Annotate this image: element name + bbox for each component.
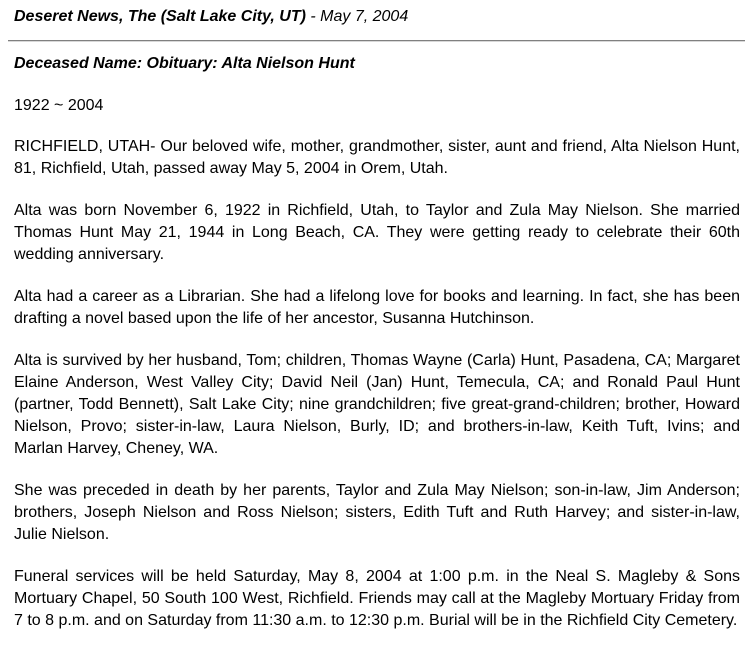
publication-name: Deseret News, The (Salt Lake City, UT) — [14, 8, 306, 25]
paragraph-birth-marriage: Alta was born November 6, 1922 in Richfield, Utah, to Taylor and Zula May Nielson. She married Thomas Hunt May 21, 1944 in Long Beach, CA. They were getting ready to celebrate their 60th wedding anniversary. — [14, 202, 740, 263]
life-span-years: 1922 ~ 2004 — [14, 97, 104, 114]
paragraph-funeral-services: Funeral services will be held Saturday, May 8, 2004 at 1:00 p.m. in the Neal S. Magleby & Sons Mortuary Chapel, 50 South 100 West, Richfield. Friends may call at the Magleby Mortuary Friday from 7 to 8 p.m. and on Saturday from 11:30 a.m. to 12:30 p.m. Burial will be in the Richfield City Cemetery. — [14, 568, 740, 629]
horizontal-divider — [8, 40, 745, 42]
paragraph-announcement: RICHFIELD, UTAH- Our beloved wife, mother, grandmother, sister, aunt and friend, Alta Nielson Hunt, 81, Richfield, Utah, passed away May 5, 2004 in Orem, Utah. — [14, 138, 740, 177]
publication-date: May 7, 2004 — [320, 8, 409, 25]
article-body — [14, 54, 740, 632]
masthead — [14, 7, 408, 27]
article-headline: Deceased Name: Obituary: Alta Nielson Hunt — [14, 55, 355, 72]
paragraph-preceded-in-death: She was preceded in death by her parents, Taylor and Zula May Nielson; son-in-law, Jim Anderson; brothers, Joseph Nielson and Ross Nielson; sisters, Edith Tuft and Ruth Harvey; and sister-in-law, Julie Nielson. — [14, 482, 740, 543]
masthead-separator: - — [305, 8, 321, 25]
paragraph-survivors: Alta is survived by her husband, Tom; children, Thomas Wayne (Carla) Hunt, Pasadena, CA; Margaret Elaine Anderson, West Valley City; David Neil (Jan) Hunt, Temecula, CA; and Ronald Paul Hunt (partner, Todd Bennett), Salt Lake City; nine grandchildren; five great-grand-children; brother, Howard Nielson, Provo; sister-in-law, Laura Nielson, Burly, ID; and brothers-in-law, Keith Tuft, Ivins; and Marlan Harvey, Cheney, WA. — [14, 352, 740, 457]
paragraph-career: Alta had a career as a Librarian. She had a lifelong love for books and learning. In fact, she has been drafting a novel based upon the life of her ancestor, Susanna Hutchinson. — [14, 288, 740, 327]
